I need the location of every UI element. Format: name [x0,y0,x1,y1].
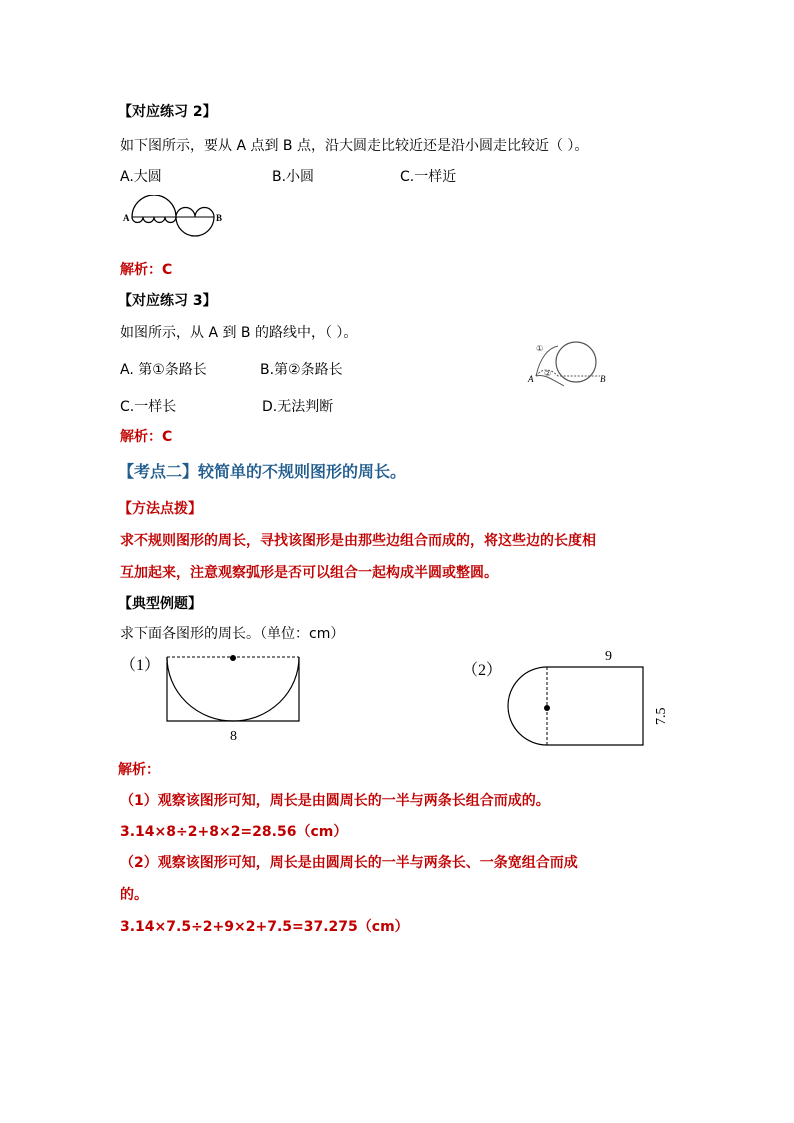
solution-2-text-2: 的。 [120,887,148,903]
example-heading: 【典型例题】 [118,596,202,612]
figure-2 [460,645,680,757]
circles-figure [120,195,225,245]
method-line-2: 互加起来，注意观察弧形是否可以组合一起构成半圆或整圆。 [120,565,498,581]
analysis-heading: 解析： [118,762,160,778]
route-2-label: ② [544,369,552,378]
figure-2-label: （2） [462,662,503,679]
practice2-option-b: B.小圆 [272,169,315,185]
figure-2-dim-side: 7.5 [654,707,669,725]
practice2-question: 如下图所示，要从 A 点到 B 点，沿大圆走比较近还是沿小圆走比较近（ ）。 [120,138,589,154]
practice3-option-d: D.无法判断 [262,399,334,415]
practice3-option-c: C.一样长 [120,399,177,415]
figure-1-dim: 8 [230,729,237,744]
practice3-answer: 解析：C [120,429,173,445]
practice2-heading: 【对应练习 2】 [118,104,217,120]
method-heading: 【方法点拨】 [118,501,202,517]
point-b-label: B [216,213,223,223]
solution-2-text-1: （2）观察该图形可知，周长是由圆周长的一半与两条长、一条宽组合而成 [120,855,578,871]
practice3-question: 如图所示，从 A 到 B 的路线中，（ ）。 [120,325,358,341]
practice3-heading: 【对应练习 3】 [118,293,217,309]
solution-2-formula: 3.14×7.5÷2+9×2+7.5=37.275（cm） [120,919,409,935]
kaodian2-title: 【考点二】较简单的不规则图形的周长。 [118,462,407,481]
figure-1-label: （1） [120,657,161,674]
solution-1-text: （1）观察该图形可知，周长是由圆周长的一半与两条长组合而成的。 [120,793,550,809]
practice2-option-a: A.大圆 [120,169,162,185]
practice2-option-c: C.一样近 [400,169,457,185]
figure-2-dim-top: 9 [605,649,612,664]
example-question: 求下面各图形的周长。（单位：cm） [120,626,345,642]
practice3-option-b: B.第②条路长 [260,362,343,378]
method-line-1: 求不规则图形的周长，寻找该图形是由那些边组合而成的，将这些边的长度相 [120,533,596,549]
routes-figure [520,338,615,393]
point-b-label: B [600,374,606,384]
solution-1-formula: 3.14×8÷2+8×2=28.56（cm） [120,824,348,840]
point-a-label: A [528,374,534,384]
practice2-answer: 解析：C [120,262,173,278]
practice3-option-a: A. 第①条路长 [120,362,207,378]
figure-1 [118,648,318,744]
point-a-label: A [123,213,130,223]
route-1-label: ① [536,344,544,353]
